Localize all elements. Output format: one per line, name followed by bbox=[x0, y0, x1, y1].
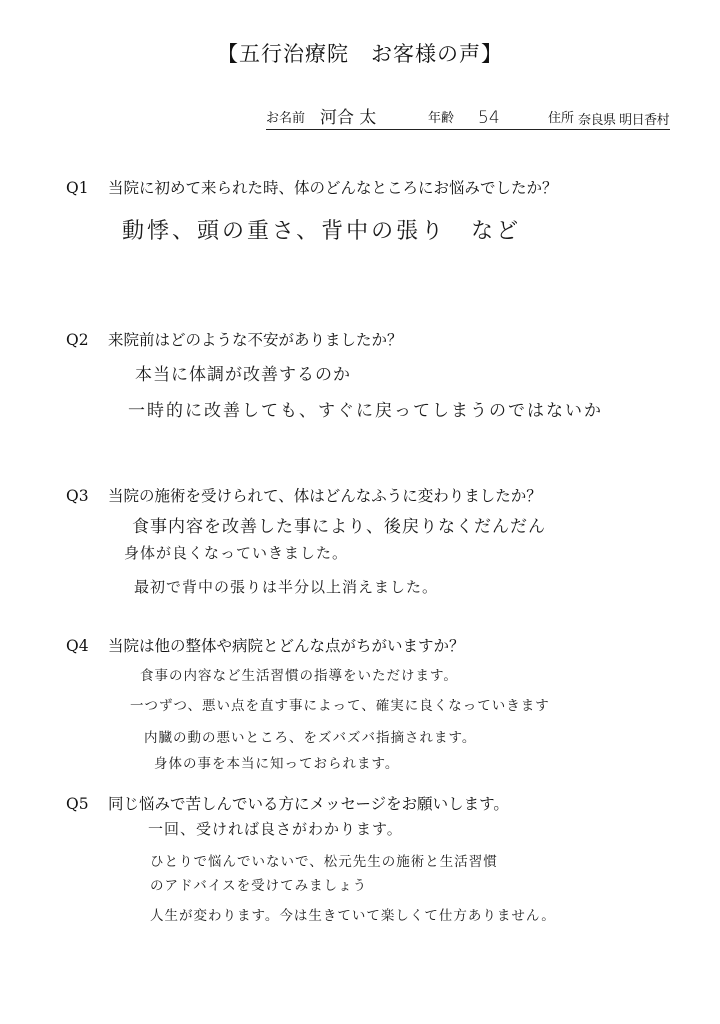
answer-line: のアドバイスを受けてみましょう bbox=[150, 878, 368, 894]
customer-info-row bbox=[266, 104, 670, 132]
question-3 bbox=[66, 484, 542, 506]
name-value: 河合 太 bbox=[320, 108, 377, 128]
question-text: 当院は他の整体や病院とどんな点がちがいますか？ bbox=[108, 637, 465, 655]
address-value: 奈良県 明日香村 bbox=[578, 113, 670, 128]
answer-line: 食事内容を改善した事により、後戻りなくだんだん bbox=[132, 517, 546, 537]
question-text: 当院に初めて来られた時、体のどんなところにお悩みでしたか？ bbox=[108, 179, 558, 197]
answer-line: 内臓の動の悪いところ、をズバズバ指摘されます。 bbox=[144, 730, 477, 746]
question-number: Q4 bbox=[66, 637, 89, 655]
answer-line: 最初で背中の張りは半分以上消えました。 bbox=[134, 578, 439, 596]
question-text: 来院前はどのような不安がありましたか？ bbox=[108, 331, 403, 349]
age-value: 54 bbox=[478, 108, 500, 128]
answer-line: 一つずつ、悪い点を直す事によって、確実に良くなっていきます bbox=[130, 698, 550, 714]
name-label: お名前 bbox=[266, 111, 306, 126]
answer-line: 一時的に改善しても、すぐに戻ってしまうのではないか bbox=[128, 401, 603, 421]
answer-line: ひとりで悩んでいないで、松元先生の施術と生活習慣 bbox=[150, 854, 498, 870]
answer-line: 人生が変わります。今は生きていて楽しくて仕方ありません。 bbox=[150, 908, 556, 924]
question-number: Q5 bbox=[66, 795, 89, 813]
question-1 bbox=[66, 176, 558, 198]
question-text: 同じ悩みで苦しんでいる方にメッセージをお願いします。 bbox=[108, 795, 509, 813]
question-number: Q2 bbox=[66, 331, 89, 349]
answer-line: 食事の内容など生活習慣の指導をいただけます。 bbox=[140, 668, 458, 684]
info-underline bbox=[266, 129, 670, 130]
question-2 bbox=[66, 328, 403, 350]
question-text: 当院の施術を受けられて、体はどんなふうに変わりましたか？ bbox=[108, 487, 542, 505]
answer-line: 本当に体調が改善するのか bbox=[135, 365, 351, 385]
question-4 bbox=[66, 634, 465, 656]
page-title: 【五行治療院 お客様の声】 bbox=[217, 42, 503, 66]
question-number: Q3 bbox=[66, 487, 89, 505]
age-label: 年齢 bbox=[428, 111, 455, 126]
answer-line: 一回、受ければ良さがわかります。 bbox=[148, 820, 403, 838]
question-5 bbox=[66, 792, 509, 814]
answer-line: 動悸、頭の重さ、背中の張り など bbox=[122, 219, 522, 244]
question-number: Q1 bbox=[66, 179, 89, 197]
answer-line: 身体が良くなっていきました。 bbox=[124, 544, 349, 562]
address-label: 住所 bbox=[548, 111, 575, 126]
answer-line: 身体の事を本当に知っておられます。 bbox=[154, 756, 400, 772]
